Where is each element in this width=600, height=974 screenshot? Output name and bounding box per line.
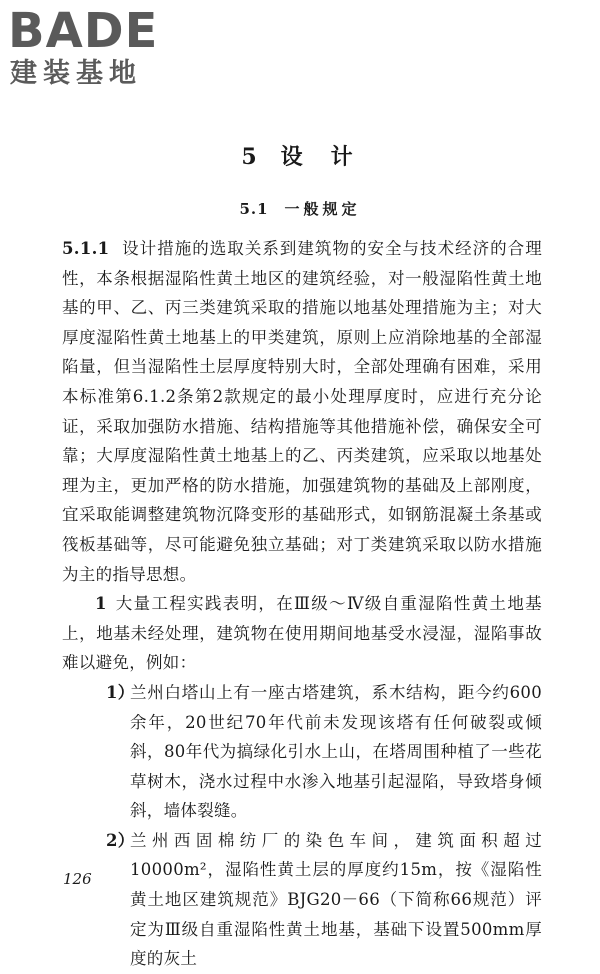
sub-item-number: 2）	[106, 830, 135, 850]
item-number: 1	[95, 594, 107, 614]
sub-item-number: 1）	[106, 682, 135, 702]
clause-paragraph	[62, 234, 542, 589]
chapter-title	[0, 140, 600, 171]
page-number: 126	[63, 870, 92, 888]
section-title	[0, 198, 600, 219]
section-number: 5.1	[239, 200, 269, 218]
publisher-logo	[8, 3, 178, 90]
sub-item-text: 兰州白塔山上有一座古塔建筑，系木结构，距今约600余年，20世纪70年代前未发现该塔有任何破裂或倾斜，80年代为搞绿化引水上山，在塔周围种植了一些花草树木，浇水过程中水渗入地基引起湿陷，导致塔身倾斜，墙体裂缝。	[130, 682, 542, 821]
chapter-number: 5	[241, 144, 263, 170]
logo-wordmark: BADE	[8, 3, 159, 59]
chapter-title-part2: 计	[330, 144, 359, 170]
chapter-title-part1: 设	[280, 144, 309, 170]
sub-item-paragraph	[62, 678, 542, 826]
clause-text: 设计措施的选取关系到建筑物的安全与技术经济的合理性，本条根据湿陷性黄土地区的建筑经验，对一般湿陷性黄土地基的甲、乙、丙三类建筑采取的措施以地基处理措施为主；对大厚度湿陷性黄土地基上的甲类建筑，原则上应消除地基的全部湿陷量，但当湿陷性土层厚度特别大时，全部处理确有困难，采用本标准第6.1.2条第2款规定的最小处理厚度时，应进行充分论证，采取加强防水措施、结构措施等其他措施补偿，确保安全可靠；大厚度湿陷性黄土地基上的乙、丙类建筑，应采取以地基处理为主，更加严格的防水措施，加强建筑物的基础及上部刚度，宜采取能调整建筑物沉降变形的基础形式，如钢筋混凝土条基或筏板基础等，尽可能避免独立基础；对丁类建筑采取以防水措施为主的指导思想。	[62, 239, 542, 584]
item-text: 大量工程实践表明，在Ⅲ级～Ⅳ级自重湿陷性黄土地基上，地基未经处理，建筑物在使用期间地基受水浸湿，湿陷事故难以避免，例如：	[62, 594, 542, 673]
logo-subtitle: 建装基地	[10, 58, 142, 89]
item-paragraph	[62, 589, 542, 678]
sub-item-text: 兰州西固棉纺厂的染色车间，建筑面积超过10000m²，湿陷性黄土层的厚度约15m，按《湿陷性黄土地区建筑规范》BJG20－66（下简称66规范）评定为Ⅲ级自重湿陷性黄土地基，基础下设置500mm厚度的灰土	[130, 830, 542, 969]
section-title-text: 一般规定	[284, 200, 361, 218]
page-body	[62, 234, 542, 974]
clause-number: 5.1.1	[62, 239, 110, 258]
